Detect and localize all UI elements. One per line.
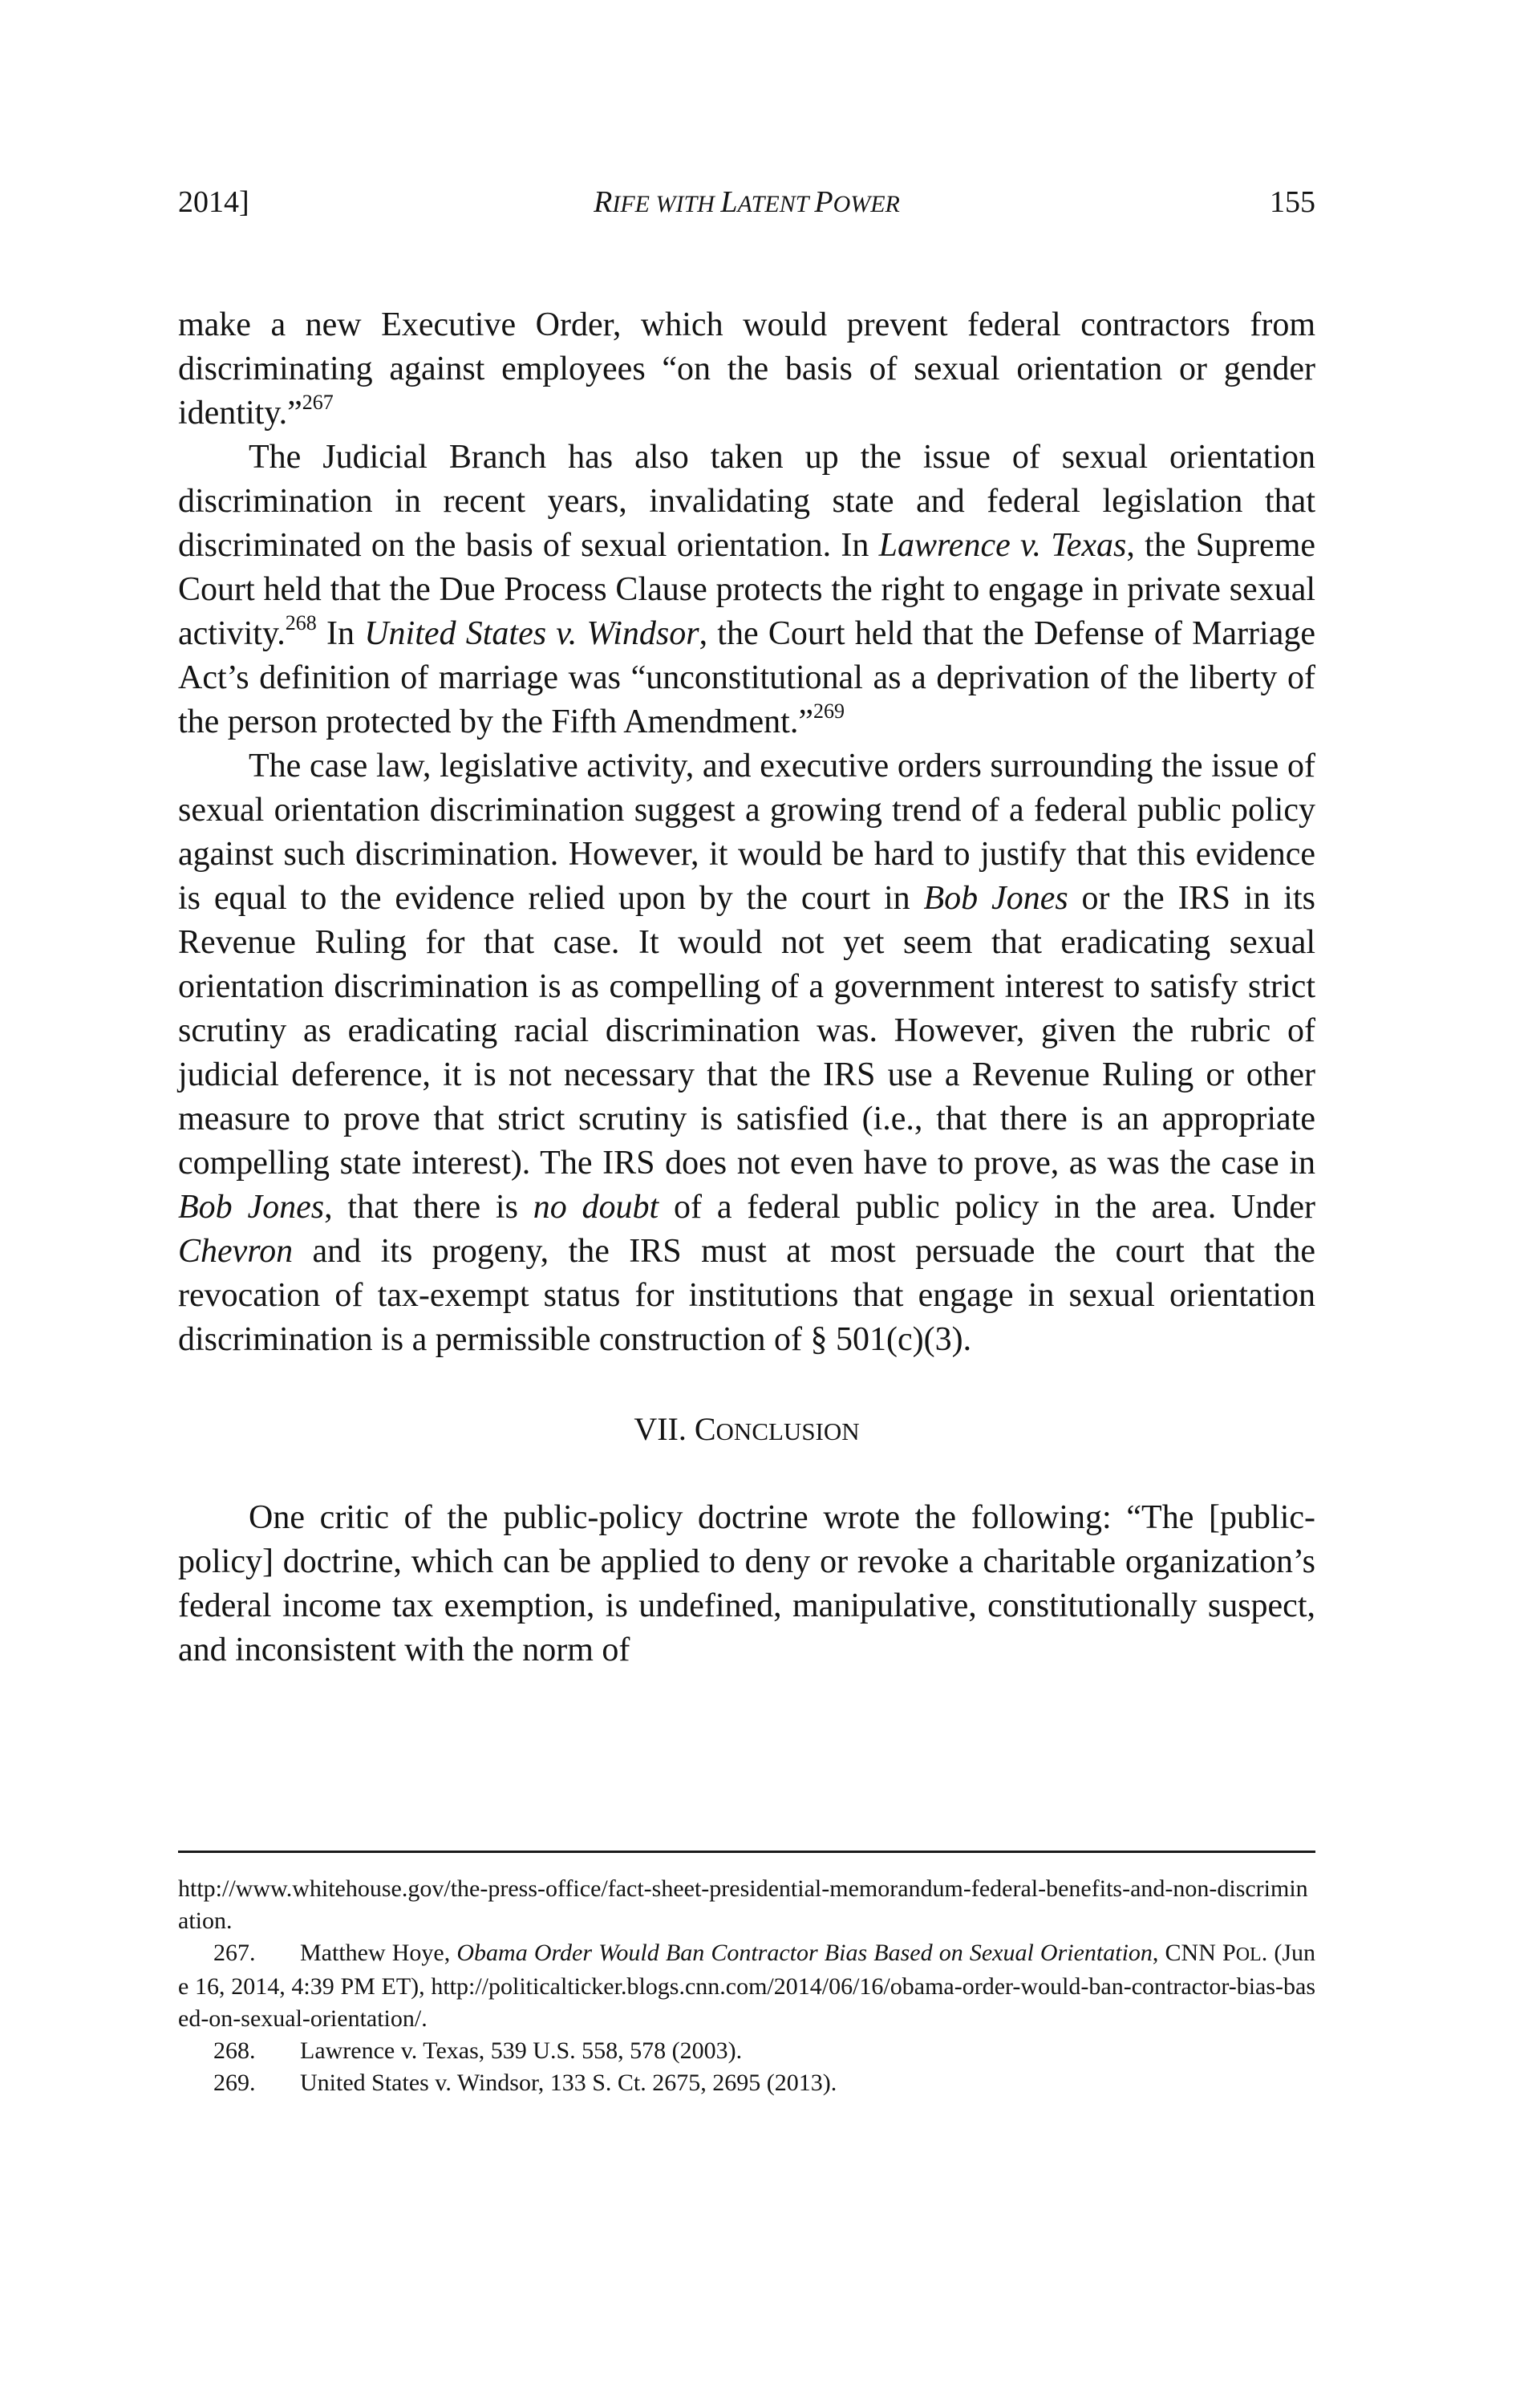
running-title-part: P xyxy=(814,185,833,219)
footnote-text: OL xyxy=(1235,1944,1262,1965)
paragraph-text: , that there is xyxy=(324,1189,533,1226)
running-title-part: L xyxy=(720,185,738,219)
paragraph-text: The case law, legislative activity, and executive orders surrounding the issue of sexual orientation discrimination suggest a growing trend of a federal public policy against such discrimination. However, it would be hard to justify that this evidence is equal to the evidence relied upon by the court in xyxy=(178,748,1315,917)
case-name: Lawrence v. Texas xyxy=(878,527,1127,564)
section-title-part: C xyxy=(694,1411,716,1447)
footnote-continued: http://www.whitehouse.gov/the-press-office/fact-sheet-presidential-memorandum-federal-benefits-and-non-discrimination. xyxy=(178,1875,1308,1934)
emphasis: no doubt xyxy=(533,1189,659,1226)
footnote-number: 267. xyxy=(213,1940,256,1966)
paragraph-text: , the Court held that the Defense of Marriage Act’s definition of marriage was “unconstitutional as a deprivation of the liberty of the person protected by the Fifth Amendment.” xyxy=(178,615,1315,740)
footnote-text: United States v. Windsor, 133 S. Ct. 2675, 2695 (2013). xyxy=(300,2070,837,2096)
page-number: 155 xyxy=(1270,185,1315,219)
footnote-divider xyxy=(178,1851,1315,1853)
running-title-part: R xyxy=(594,185,613,219)
paragraph-text: The Judicial Branch has also taken up the issue of sexual orientation discrimination in recent years, invalidating state and federal legislation that discriminated on the basis of sexual orientation. In xyxy=(178,439,1315,564)
paragraph-text: of a federal public policy in the area. Under xyxy=(659,1189,1315,1226)
case-name: Bob Jones xyxy=(923,880,1068,917)
section-title-part: ONCLUSION xyxy=(715,1417,860,1445)
running-title-part: IFE WITH xyxy=(612,191,721,217)
article-title: Obama Order Would Ban Contractor Bias Based on Sexual Orientation xyxy=(456,1940,1153,1966)
footnote-ref: 267 xyxy=(302,391,334,414)
footnote-number: 268. xyxy=(213,2037,256,2064)
paragraph-text: , the Supreme Court held that the Due Process Clause protects the right to engage in private sexual activity. xyxy=(178,527,1315,652)
volume-year: 2014] xyxy=(178,185,249,219)
case-name: Chevron xyxy=(178,1233,294,1270)
running-title-part: OWER xyxy=(833,191,900,217)
paragraph-executive-order xyxy=(178,303,1315,436)
paragraph-text: In xyxy=(316,615,365,652)
paragraph-text: One critic of the public-policy doctrine wrote the following: “The [public-policy] doctrine, which can be applied to deny or revoke a charitable organization’s federal income tax exemption, is undefined, manipulative, constitutionally suspect, and inconsistent with the norm of xyxy=(178,1499,1315,1668)
running-title xyxy=(178,181,1315,225)
footnote-text: , CNN xyxy=(1152,1940,1223,1966)
paragraph-text: or the IRS in its Revenue Ruling for that case. It would not yet seem that eradicating sexual orientation discrimination is as compelling of a government interest to satisfy strict scrutiny as eradicating racial discrimination was. However, given the rubric of judicial deference, it is not necessary that the IRS use a Revenue Ruling or other measure to prove that strict scrutiny is satisfied (i.e., that there is an appropriate compelling state interest). The IRS does not even have to prove, as was the case in xyxy=(178,880,1315,1182)
footnote-text: Matthew Hoye, xyxy=(300,1940,457,1966)
body-text xyxy=(178,303,1315,1672)
case-name: United States v. Windsor xyxy=(364,615,699,652)
running-header xyxy=(178,181,1315,223)
footnote-ref: 268 xyxy=(285,611,317,634)
running-title-part: ATENT xyxy=(737,191,815,217)
case-name: Bob Jones xyxy=(178,1189,325,1226)
paragraph-critic xyxy=(178,1496,1315,1672)
footnotes xyxy=(178,1873,1315,2099)
footnote-269 xyxy=(178,2067,1315,2099)
footnote-ref: 269 xyxy=(813,699,845,723)
footnote-text: Lawrence v. Texas, 539 U.S. 558, 578 (2003). xyxy=(300,2037,743,2064)
footnote-number: 269. xyxy=(213,2070,256,2096)
paragraph-judicial-branch xyxy=(178,436,1315,744)
footnote-268 xyxy=(178,2035,1315,2067)
section-heading xyxy=(178,1407,1315,1453)
footnote-267 xyxy=(178,1937,1315,2035)
section-number: VII. xyxy=(634,1411,695,1447)
paragraph-case-law xyxy=(178,744,1315,1362)
footnote-text: P xyxy=(1222,1940,1236,1966)
footnote-text: . (June 16, 2014, 4:39 PM ET), http://politicalticker.blogs.cnn.com/2014/06/16/obama-order-would-ban-contractor-bias-based-on-sexual-orientation/. xyxy=(178,1940,1315,2032)
paragraph-text: make a new Executive Order, which would prevent federal contractors from discriminating against employees “on the basis of sexual orientation or gender identity.” xyxy=(178,306,1315,432)
paragraph-text: and its progeny, the IRS must at most persuade the court that the revocation of tax-exempt status for institutions that engage in sexual orientation discrimination is a permissible construction of § 501(c)(3). xyxy=(178,1233,1315,1358)
